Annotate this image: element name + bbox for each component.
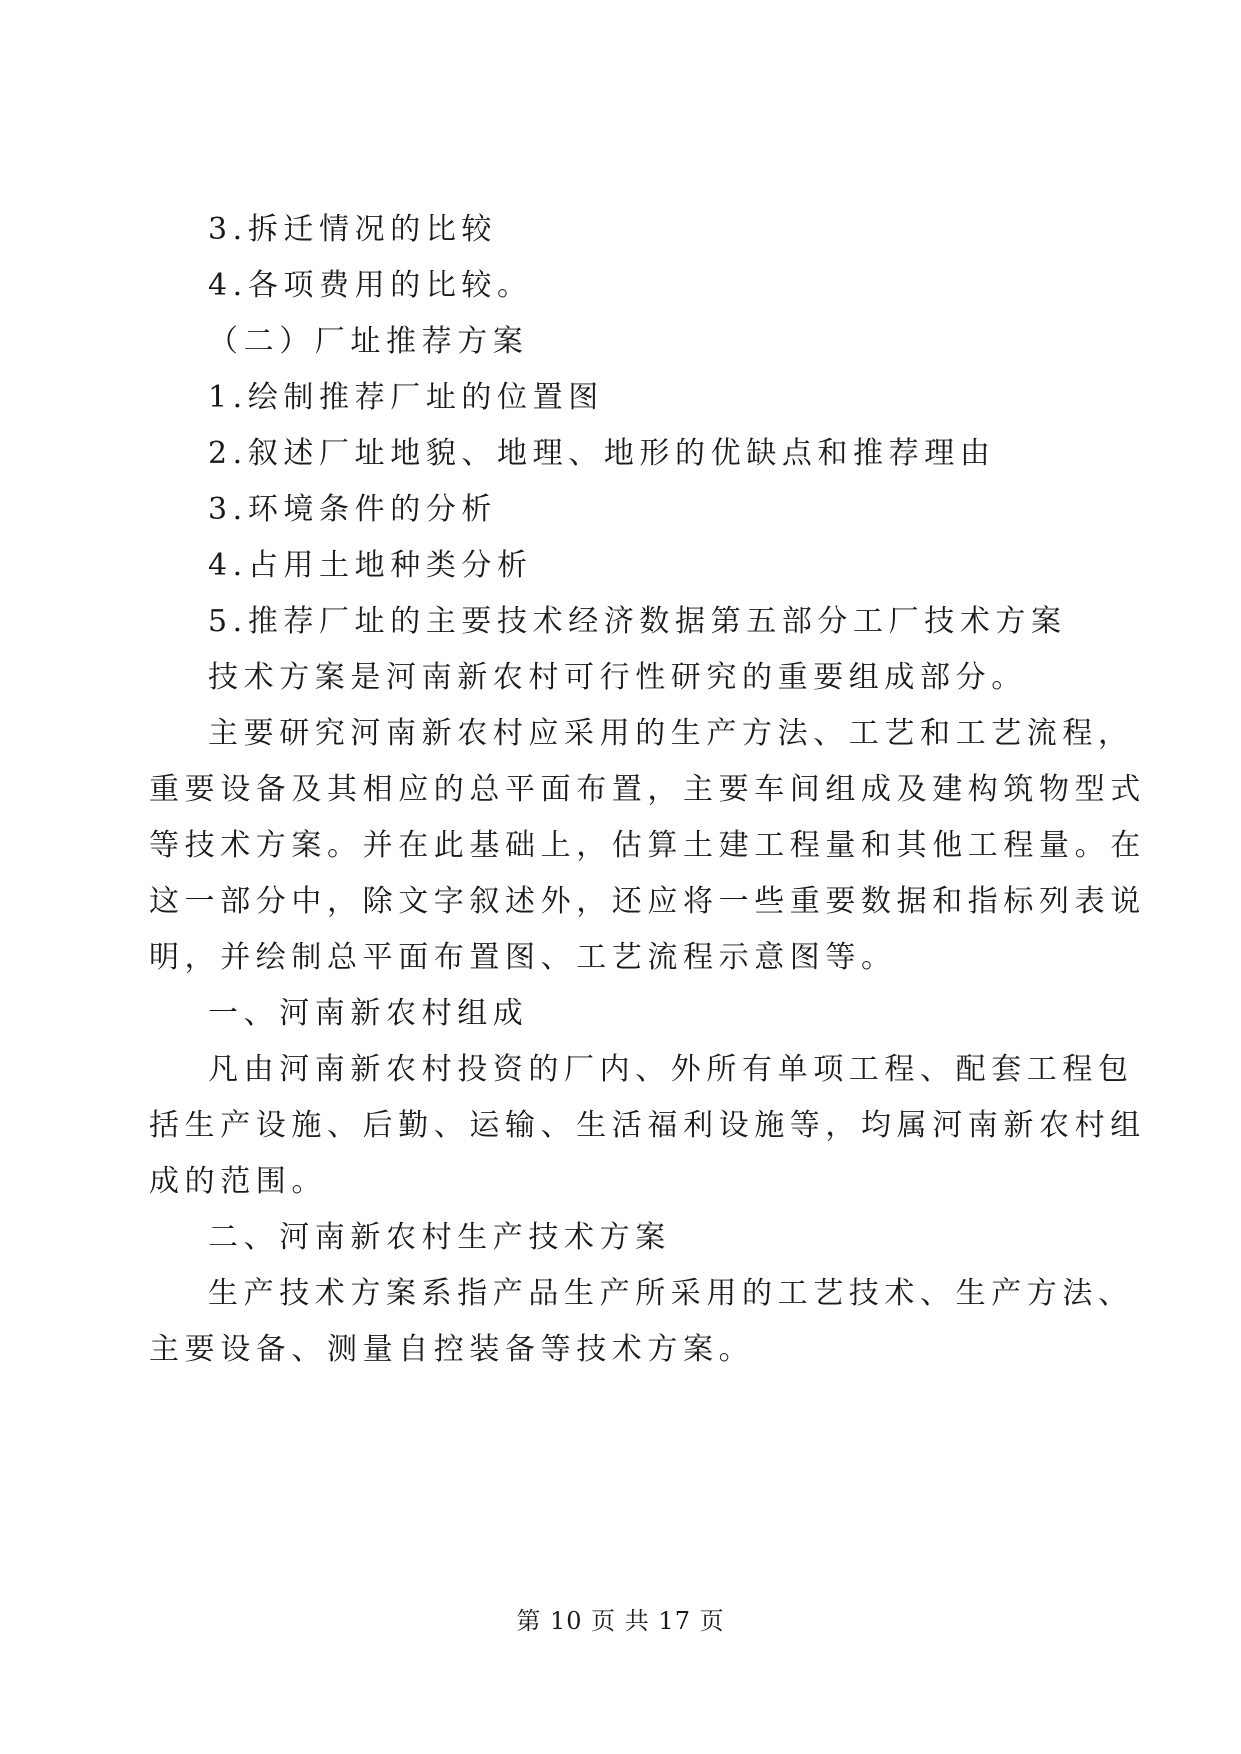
section-heading: （二）厂址推荐方案 [208, 324, 529, 359]
text-line: 5.推荐厂址的主要技术经济数据第五部分工厂技术方案 [208, 604, 1067, 639]
paragraph-line: 等技术方案。并在此基础上，估算土建工程量和其他工程量。在 [149, 828, 1146, 863]
section-heading: 二、河南新农村生产技术方案 [208, 1220, 671, 1255]
paragraph-line: 重要设备及其相应的总平面布置，主要车间组成及建构筑物型式 [149, 772, 1146, 807]
paragraph-line: 主要研究河南新农村应采用的生产方法、工艺和工艺流程， [208, 716, 1134, 751]
paragraph-line: 明，并绘制总平面布置图、工艺流程示意图等。 [149, 940, 897, 975]
text-line: 1.绘制推荐厂址的位置图 [208, 380, 604, 415]
paragraph-line: 主要设备、测量自控装备等技术方案。 [149, 1332, 755, 1367]
text-line: 2.叙述厂址地貌、地理、地形的优缺点和推荐理由 [208, 436, 996, 471]
paragraph-line: 成的范围。 [149, 1164, 327, 1199]
paragraph-line: 生产技术方案系指产品生产所采用的工艺技术、生产方法、 [208, 1276, 1134, 1311]
paragraph-line: 凡由河南新农村投资的厂内、外所有单项工程、配套工程包 [208, 1052, 1134, 1087]
text-line: 4.占用土地种类分析 [208, 548, 533, 583]
paragraph-line: 括生产设施、后勤、运输、生活福利设施等，均属河南新农村组 [149, 1108, 1146, 1143]
text-line: 4.各项费用的比较。 [208, 268, 533, 303]
paragraph-line: 技术方案是河南新农村可行性研究的重要组成部分。 [208, 660, 1027, 695]
page-number-footer: 第 10 页 共 17 页 [516, 1607, 725, 1635]
text-line: 3.环境条件的分析 [208, 492, 498, 527]
section-heading: 一、河南新农村组成 [208, 996, 529, 1031]
text-line: 3.拆迁情况的比较 [208, 212, 498, 247]
paragraph-line: 这一部分中，除文字叙述外，还应将一些重要数据和指标列表说 [149, 884, 1146, 919]
